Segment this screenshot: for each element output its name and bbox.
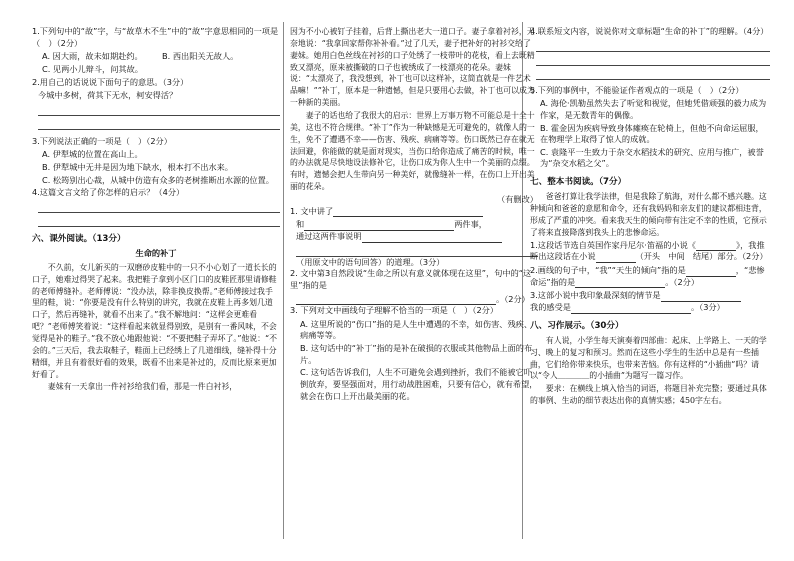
answer-line[interactable] xyxy=(536,68,770,80)
story-title: 生命的补丁 xyxy=(135,248,177,259)
passage-paragraph-2: 妻妹有一天拿出一件衬衫给我们看，那是一件白衬衫， xyxy=(47,382,238,392)
answer-blank[interactable] xyxy=(661,292,741,302)
q2-sentence: 今城中多树，荷其下无水，柯安得活？ xyxy=(38,90,178,101)
q1-option-a: A. 因大雨，故未如期赴约。 xyxy=(42,51,143,62)
passage-paragraph-4: 妻子的话也给了我很大的启示：世界上万事万物不可能总是十全十美，这也不符合规律。“补丁”作为一种缺憾是无可避免的，就像人的一生，免不了遭遇不幸——伤害、残疾、病痛等等。伤口既然已存在就无法回避，你能做的就是面对现实，当伤口给你造成了痛苦的时候，唯一的办法就是尽快地设法修补它，让伤口成为你人生中一个美丽的点缀。有时，遗憾会把人生带向另一种美好，就像缝补一样，在伤口上开出美丽的花朵。 xyxy=(290,111,535,192)
q1-line-3: 通过这两件事说明 xyxy=(296,231,538,243)
passage-paragraph-3: 因为不小心被钉子挂着，后背上撕出老大一道口子。妻子拿着衬衫，无奈地说：“我拿回家帮你补补看。”过了几天，妻子把补好的衬衫交给了妻妹。她用白色丝线在衬衫的口子处绣了一枝带叶的花枝，看上去既精致又漂亮，原来被撕破的口子也被绣成了一枝漂亮的花朵。妻妹说：“太漂亮了，我没想到，补丁也可以这样补，这简直就是一件艺术品嘛！””补丁，原本是一种遗憾，但是只要用心去做，补丁也可以成为一种新的美丽。 xyxy=(290,27,535,108)
section-8-heading: 八、习作展示。（30分） xyxy=(530,320,624,331)
column-1 xyxy=(32,26,280,546)
answer-line[interactable] xyxy=(38,104,280,116)
answer-line[interactable] xyxy=(38,118,280,130)
writing-requirements: 要求：在横线上填入恰当的词语，将题目补充完整；要通过具体的事例、生动的细节表达出你的真情实感；450字左右。 xyxy=(530,384,767,406)
question-1: 1. 文中讲了 xyxy=(290,206,538,218)
q3-option-c: C. 这句话告诉我们，人生不可避免会遇到挫折，我们不能被它吓倒放弃，要坚强面对，用行动战胜困难，只要有信心，就有希望，就会在伤口上开出最美丽的花。 xyxy=(300,367,538,401)
answer-line[interactable] xyxy=(536,54,770,66)
column-3 xyxy=(530,26,770,546)
question-7-3: 3.这部小说中我印象最深刻的情节是 我的感受是 。（3分） xyxy=(530,290,770,313)
answer-blank[interactable] xyxy=(333,207,483,217)
q1-line-4: （用原文中的语句回答）的道理。（3分） xyxy=(296,256,445,267)
writing-prompt: 有人说，小学生每天演奏着四部曲：起床、上学路上、一天的学习、晚上的复习和预习。然而在这些小学生的生活中总是有一些插曲，它们给你带来快乐，也带来苦恼。你有这样的“小插曲”吗？请以“令人＿＿＿＿的小插曲”为题写一篇习作。 xyxy=(530,335,767,381)
q1-option-b: B. 西出阳关无故人。 xyxy=(162,51,239,62)
q5-option-b: B. 霍金因为疾病导致身体瘫痪在轮椅上，但他不向命运屈服，在物理学上取得了惊人的成就。 xyxy=(540,122,764,145)
answer-line[interactable] xyxy=(38,201,280,213)
q1-option-c: C. 见两小儿辩斗，问其故。 xyxy=(42,63,143,74)
answer-line[interactable] xyxy=(296,245,538,257)
passage-paragraph-1: 不久前，女儿新买的一双磨砂皮鞋中的一只不小心划了一道长长的口子，她难过得哭了起来。我把鞋子拿到小区门口的皮鞋匠那里请修鞋的老师傅缝补。老师傅说：“没办法，除非换皮换帮。”老师傅接过我手里的鞋，说：“你要是没有什么特别的讲究，我就在皮鞋上再多划几道口子，然后再缝补，就看不出来了。”我不解地问：“这样会更难看吧？”老师傅笑着说：“这样看起来就显得别致，是别有一番风味，不会觉得是补的鞋子。”我不放心地跟他说：“不要把鞋子弄坏了。”他说：“不会的。”三天后，我去取鞋子，鞋面上已经绣上了几道细线，缝补得十分精细，并且有着很好看的效果，既看不出来是补过的，反而比原来更加好看了。 xyxy=(32,262,277,379)
answer-blank[interactable] xyxy=(362,233,502,243)
question-3: 3. 下列对文中画线句子理解不恰当的一项是（ ）（2分） xyxy=(290,305,499,316)
answer-line[interactable] xyxy=(38,215,280,227)
column-divider-1 xyxy=(283,22,284,539)
column-2 xyxy=(290,26,538,546)
question-3: 3.下列说法正确的一项是（ ）（2分） xyxy=(32,135,172,146)
answer-blank[interactable] xyxy=(686,267,736,277)
question-4: 4.联系短文内容，说说你对文章标题“生命的补丁”的理解。（4分） xyxy=(530,26,769,36)
answer-line[interactable] xyxy=(536,40,770,52)
q3-option-a: A. 这里所说的“伤口”指的是人生中遭遇的不幸，如伤害、残疾、病痛等等。 xyxy=(300,318,533,341)
answer-blank[interactable] xyxy=(575,278,665,288)
book-excerpt: 爸爸打算让我学法律，但是我除了航海，对什么都不感兴趣。这种倾向和爸爸的意愿和命令，还有我妈妈和亲友们的建议都相违背，形成了严重的冲突。看来我天生的倾向带有注定不幸的性质，它预示了将来直接降落到我头上的悲惨命运。 xyxy=(530,192,767,237)
q2-answer: 。（2分） xyxy=(296,294,538,306)
q3-option-b: B. 伊犁城中无井是因为地下缺水，根本打不出水来。 xyxy=(42,162,233,173)
q3-option-b: B. 这句话中的“补丁”指的是补在破损的衣服或其他物品上面的布片。 xyxy=(300,343,533,365)
answer-blank[interactable] xyxy=(296,295,496,305)
q5-option-a: A. 海伦·凯勒虽然失去了听觉和视觉，但她凭借顽强的毅力成为作家，是无数青年的偶像。 xyxy=(540,98,767,120)
answer-blank[interactable] xyxy=(571,304,691,314)
q3-option-a: A. 伊犁城的位置在高山上。 xyxy=(42,149,143,160)
question-7-2: 2.画线的句子中，“我”“天生的倾向”指的是 ，“悲惨命运”指的是 。（2分） xyxy=(530,265,765,287)
question-5: 5.下列的事例中，不能验证作者观点的一项是（ ）（2分） xyxy=(530,84,744,95)
answer-blank[interactable] xyxy=(696,241,736,251)
question-1: 1.下列句中的“故”字，与“故草木不生”中的“故”字意思相同的一项是（ ）（2分） xyxy=(32,26,279,48)
q1-line-2: 和 两件事， xyxy=(296,219,487,230)
q5-option-c: C. 袁隆平一生致力于杂交水稻技术的研究、应用与推广，被誉为“杂交水稻之父”。 xyxy=(540,146,764,169)
question-2: 2. 文中第3自然段说“生命之所以有意义就体现在这里”，句中的“这里”指的是 xyxy=(290,268,532,290)
section-7-heading: 七、整本书阅读。（7分） xyxy=(530,177,627,188)
question-2: 2.用自己的话说说下面句子的意思。（3分） xyxy=(32,76,189,87)
section-6-heading: 六、课外阅读。（13分） xyxy=(32,234,126,245)
passage-source: （有删改） xyxy=(497,194,538,205)
question-7-1: 1.这段话节选自英国作家丹尼尔·笛福的小说《 》，我推断出这段话在小说 （开头 中间 结尾）部分。（2分） xyxy=(530,239,768,262)
q3-option-c: C. 松筠别出心裁，从城中仿造有众多的老树推断出水源的位置。 xyxy=(42,174,274,185)
question-4: 4.这篇文言文给了你怎样的启示？（4分） xyxy=(32,187,185,198)
answer-blank[interactable] xyxy=(596,253,636,263)
answer-blank[interactable] xyxy=(304,221,454,231)
